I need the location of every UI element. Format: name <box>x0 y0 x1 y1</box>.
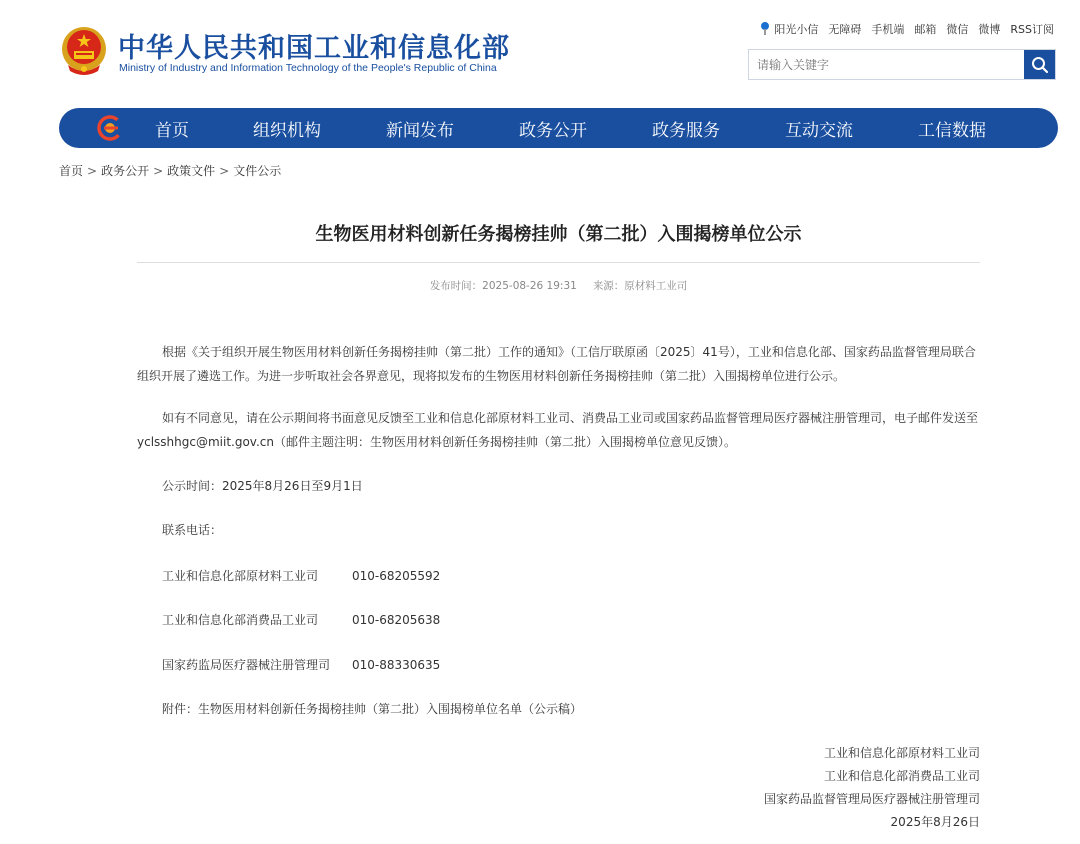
site-header <box>0 0 1080 100</box>
search-button[interactable] <box>1024 50 1055 79</box>
top-link-mail[interactable]: 邮箱 <box>914 23 937 36</box>
search-input[interactable] <box>749 50 1024 79</box>
paragraph: 根据《关于组织开展生物医用材料创新任务揭榜挂帅（第二批）工作的通知》（工信厅联原函〔2025〕41号），工业和信息化部、国家药品监督管理局联合组织开展了遴选工作。为进一步听取社会各界意见，现将拟发布的生物医用材料创新任务揭榜挂帅（第二批）入围揭榜单位进行公示。 <box>137 345 976 383</box>
signature-line: 工业和信息化部消费品工业司 <box>823 769 980 783</box>
contact-row <box>162 653 440 677</box>
article-title: 生物医用材料创新任务揭榜挂帅（第二批）入围揭榜单位公示 <box>315 224 802 245</box>
top-link-rss[interactable]: RSS订阅 <box>1010 23 1054 36</box>
nav-item-news[interactable]: 新闻发布 <box>386 120 454 141</box>
breadcrumb-separator: > <box>153 164 164 178</box>
notice-period: 公示时间：2025年8月26日至9月1日 <box>162 479 363 493</box>
site-subtitle: Ministry of Industry and Information Technology of the People's Republic of China <box>119 62 497 74</box>
contact-phone: 010-68205638 <box>352 613 441 627</box>
site-title: 中华人民共和国工业和信息化部 <box>118 33 510 64</box>
top-link-accessibility[interactable]: 无障碍 <box>828 23 862 36</box>
top-link-wechat[interactable]: 微信 <box>946 23 969 36</box>
attachment-link[interactable]: 附件：生物医用材料创新任务揭榜挂帅（第二批）入围揭榜单位名单（公示稿） <box>162 702 583 716</box>
contact-phone: 010-88330635 <box>352 658 441 672</box>
contact-name: 工业和信息化部消费品工业司 <box>162 613 319 627</box>
national-emblem-icon <box>60 25 108 77</box>
breadcrumb-separator: > <box>87 164 98 178</box>
nav-item-services[interactable]: 政务服务 <box>652 120 720 141</box>
breadcrumb-file-notice[interactable]: 文件公示 <box>233 164 282 178</box>
nav-item-home[interactable]: 首页 <box>155 120 189 141</box>
breadcrumb <box>59 162 281 179</box>
top-links <box>760 21 1054 37</box>
article-meta <box>137 278 980 293</box>
location-pin-icon <box>760 21 770 35</box>
signature-date: 2025年8月26日 <box>890 815 980 829</box>
nav-item-data[interactable]: 工信数据 <box>918 120 986 141</box>
breadcrumb-policy-docs[interactable]: 政策文件 <box>167 164 216 178</box>
contact-phone: 010-68205592 <box>352 569 441 583</box>
title-divider <box>137 262 980 263</box>
nav-item-government-affairs[interactable]: 政务公开 <box>519 120 587 141</box>
top-link-mobile[interactable]: 手机端 <box>871 23 905 36</box>
top-link-weibo[interactable]: 微博 <box>978 23 1001 36</box>
breadcrumb-home[interactable]: 首页 <box>59 164 84 178</box>
contact-name: 国家药监局医疗器械注册管理司 <box>162 658 331 672</box>
signature-line: 工业和信息化部原材料工业司 <box>823 746 980 760</box>
article-source: 来源：原材料工业司 <box>592 280 688 292</box>
nav-item-organization[interactable]: 组织机构 <box>253 120 321 141</box>
contact-row <box>162 564 440 588</box>
contact-name: 工业和信息化部原材料工业司 <box>162 569 319 583</box>
signature-line: 国家药品监督管理局医疗器械注册管理司 <box>763 792 980 806</box>
miit-logo-icon <box>95 113 125 143</box>
main-nav <box>59 108 1058 148</box>
contact-label: 联系电话： <box>162 523 223 537</box>
contact-row <box>162 608 440 632</box>
top-link-sunshine[interactable]: 阳光小信 <box>760 21 818 37</box>
paragraph: 如有不同意见，请在公示期间将书面意见反馈至工业和信息化部原材料工业司、消费品工业司或国家药品监督管理局医疗器械注册管理司，电子邮件发送至yclsshhgc@miit.gov.cn（邮件主题注明：生物医用材料创新任务揭榜挂帅（第二批）入围揭榜单位意见反馈）。 <box>137 411 979 449</box>
search-icon <box>1031 56 1049 74</box>
publish-time: 发布时间：2025-08-26 19:31 <box>429 280 577 292</box>
search-box <box>748 49 1056 80</box>
breadcrumb-separator: > <box>219 164 230 178</box>
nav-item-interaction[interactable]: 互动交流 <box>785 120 853 141</box>
breadcrumb-gov-affairs[interactable]: 政务公开 <box>101 164 150 178</box>
